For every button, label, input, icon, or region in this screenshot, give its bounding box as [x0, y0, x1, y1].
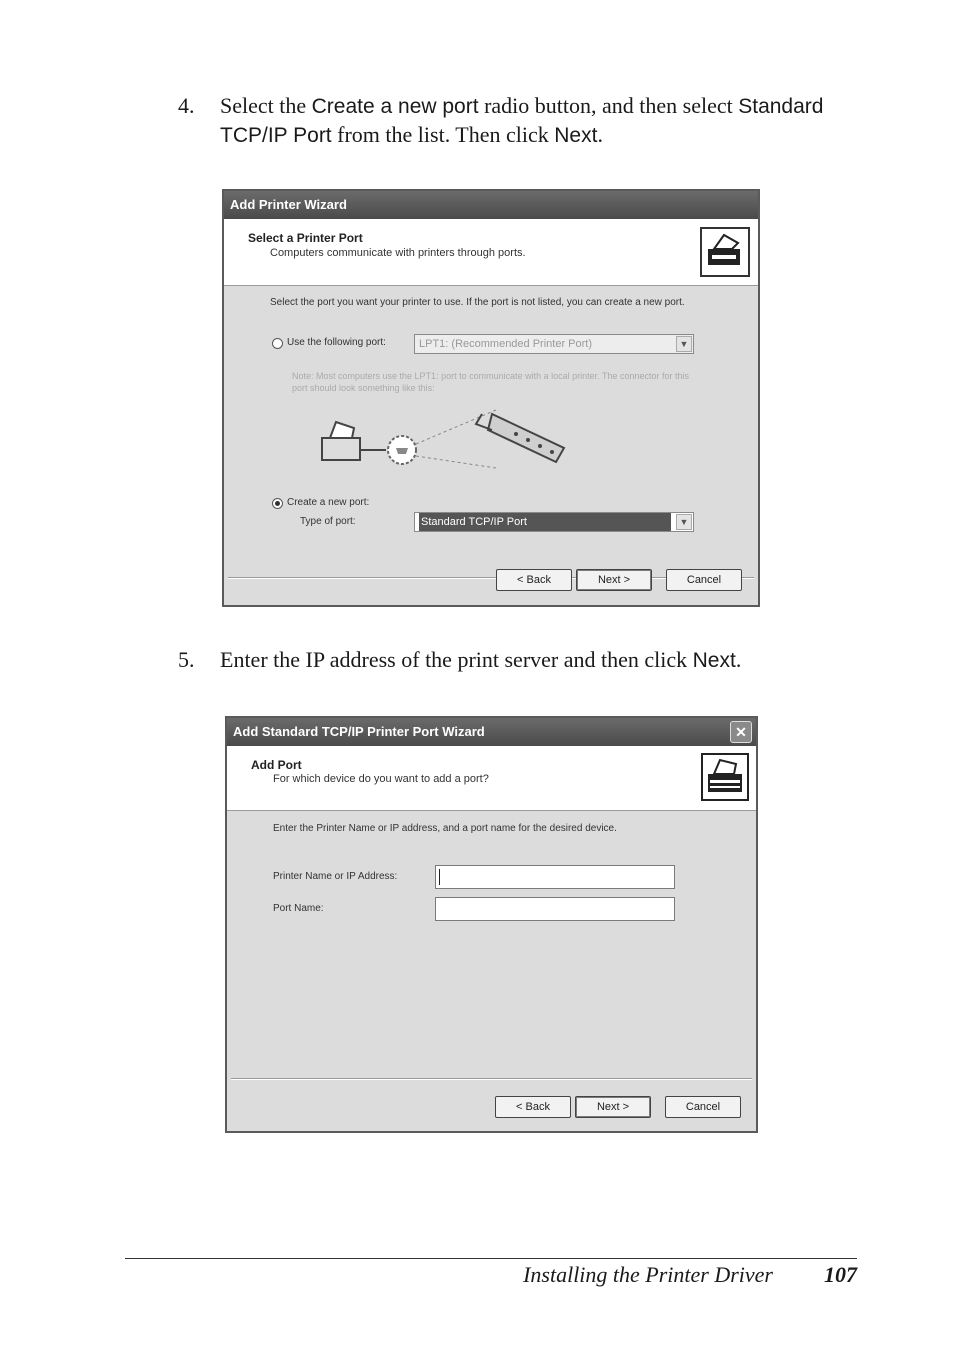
body-text: .	[597, 122, 603, 147]
title-bar	[224, 191, 758, 219]
use-port-dropdown[interactable]	[414, 334, 694, 354]
port-connector-illustration	[316, 404, 586, 483]
port-name-input[interactable]	[435, 897, 675, 921]
wizard-header	[227, 746, 756, 811]
title-bar	[227, 718, 756, 746]
step-text	[220, 646, 858, 675]
text-caret	[439, 869, 440, 885]
page-footer	[125, 1262, 857, 1292]
step-5	[178, 646, 858, 675]
cancel-button[interactable]: Cancel	[666, 569, 742, 591]
body-text: .	[735, 647, 742, 672]
ip-address-label: Printer Name or IP Address:	[273, 871, 398, 882]
header-subtitle: Computers communicate with printers through ports.	[270, 247, 526, 259]
button-separator	[231, 1078, 752, 1080]
header-subtitle: For which device do you want to add a port?	[273, 773, 489, 785]
wizard-body	[227, 811, 756, 1071]
wizard-header	[224, 219, 758, 286]
body-text: Enter the IP address of the print server and then click	[220, 647, 693, 672]
instruction-text: Select the port you want your printer to use. If the port is not listed, you can create a new port.	[270, 297, 685, 308]
step-text	[220, 92, 858, 150]
cancel-button[interactable]: Cancel	[665, 1096, 741, 1118]
body-text: Select the	[220, 93, 312, 118]
chevron-down-icon[interactable]: ▼	[676, 336, 692, 352]
footer-section-title: Installing the Printer Driver	[523, 1262, 773, 1287]
use-port-radio[interactable]	[272, 338, 283, 349]
header-title: Add Port	[251, 758, 302, 772]
printer-port-icon	[700, 227, 750, 277]
chevron-down-icon[interactable]: ▼	[676, 514, 692, 530]
add-printer-wizard-window	[222, 189, 760, 607]
network-printer-icon	[700, 752, 750, 802]
next-button[interactable]: Next >	[575, 1096, 651, 1118]
ui-term: Next	[692, 649, 736, 672]
back-button[interactable]: < Back	[496, 569, 572, 591]
step-4	[178, 92, 858, 150]
ui-term: Create a new port	[311, 95, 479, 118]
create-port-radio[interactable]	[272, 498, 283, 509]
instruction-text: Enter the Printer Name or IP address, and a port name for the desired device.	[273, 823, 617, 834]
create-port-label: Create a new port:	[287, 497, 370, 508]
ui-term: Next	[554, 124, 598, 147]
footer-rule	[125, 1258, 857, 1259]
tcpip-port-wizard-window	[225, 716, 758, 1133]
body-text: from the list. Then click	[331, 122, 555, 147]
back-button[interactable]: < Back	[495, 1096, 571, 1118]
window-title: Add Standard TCP/IP Printer Port Wizard	[233, 724, 485, 739]
close-icon[interactable]: ✕	[730, 721, 752, 743]
header-title: Select a Printer Port	[248, 231, 363, 245]
step-number: 4.	[178, 93, 195, 118]
port-type-dropdown[interactable]	[414, 512, 694, 532]
port-type-value: Standard TCP/IP Port	[419, 513, 671, 531]
port-name-label: Port Name:	[273, 903, 324, 914]
note-text: Note: Most computers use the LPT1: port to communicate with a local printer. The connector for this port should look something like this:	[292, 371, 690, 393]
port-type-label: Type of port:	[300, 516, 356, 527]
page-number: 107	[824, 1262, 857, 1287]
ip-address-input[interactable]	[435, 865, 675, 889]
next-button[interactable]: Next >	[576, 569, 652, 591]
window-title: Add Printer Wizard	[230, 197, 347, 212]
ui-term: Standard TCP/IP Port	[220, 95, 824, 147]
step-number: 5.	[178, 647, 195, 672]
body-text: radio button, and then select	[478, 93, 739, 118]
wizard-body	[224, 286, 758, 578]
use-port-value: LPT1: (Recommended Printer Port)	[419, 338, 593, 350]
use-port-label: Use the following port:	[287, 337, 386, 348]
